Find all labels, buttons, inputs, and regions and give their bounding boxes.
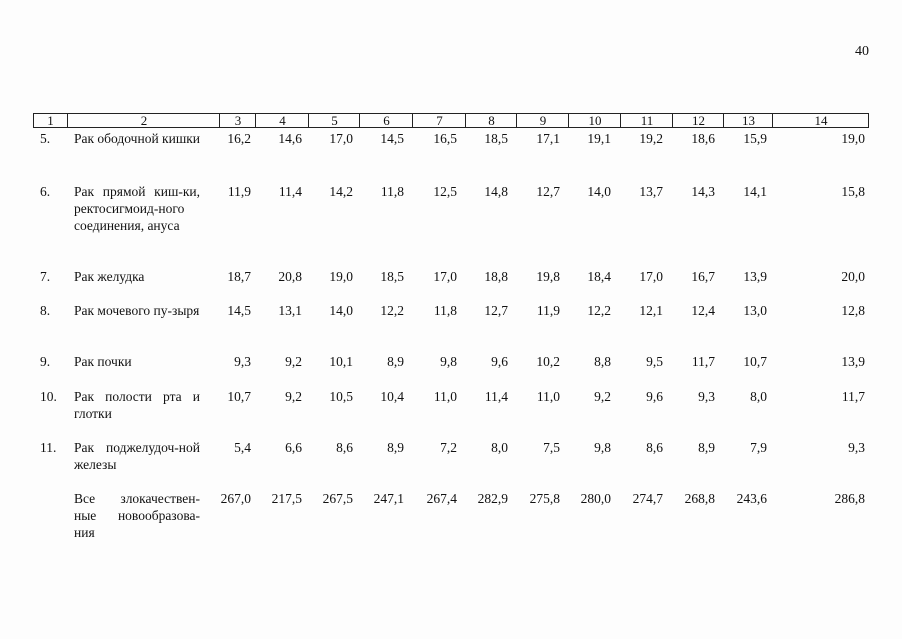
value-cell: 7,5 <box>543 440 560 455</box>
value-cell: 16,7 <box>691 269 715 284</box>
value-cell: 13,7 <box>639 184 663 199</box>
value-cell: 9,2 <box>285 389 302 404</box>
value-cell: 13,0 <box>743 303 767 318</box>
value-cell: 8,9 <box>698 440 715 455</box>
value-cell: 9,6 <box>646 389 663 404</box>
value-cell: 14,2 <box>329 184 353 199</box>
value-cell: 18,6 <box>691 131 715 146</box>
value-cell: 9,3 <box>698 389 715 404</box>
value-cell: 7,9 <box>750 440 767 455</box>
row-number: 9. <box>40 354 51 369</box>
value-cell: 14,0 <box>587 184 611 199</box>
value-cell: 14,1 <box>743 184 767 199</box>
value-cell: 8,0 <box>491 440 508 455</box>
value-cell: 8,6 <box>336 440 353 455</box>
header-cell: 12 <box>672 114 724 127</box>
value-cell: 12,1 <box>639 303 663 318</box>
page-number: 40 <box>855 44 869 59</box>
value-cell: 13,9 <box>841 354 865 369</box>
value-cell: 280,0 <box>580 491 611 506</box>
header-cell: 6 <box>359 114 413 127</box>
value-cell: 9,3 <box>848 440 865 455</box>
value-cell: 17,0 <box>639 269 663 284</box>
header-cell: 8 <box>465 114 517 127</box>
value-cell: 20,0 <box>841 269 865 284</box>
value-cell: 9,3 <box>234 354 251 369</box>
value-cell: 16,2 <box>227 131 251 146</box>
value-cell: 17,0 <box>433 269 457 284</box>
value-cell: 12,2 <box>380 303 404 318</box>
value-cell: 19,1 <box>587 131 611 146</box>
value-cell: 18,5 <box>484 131 508 146</box>
value-cell: 6,6 <box>285 440 302 455</box>
value-cell: 13,9 <box>743 269 767 284</box>
value-cell: 11,9 <box>227 184 251 199</box>
value-cell: 20,8 <box>278 269 302 284</box>
value-cell: 274,7 <box>632 491 663 506</box>
row-number: 5. <box>40 131 51 146</box>
value-cell: 243,6 <box>736 491 767 506</box>
row-name: Рак полости рта и глотки <box>74 389 200 421</box>
header-cell: 13 <box>723 114 773 127</box>
value-cell: 9,5 <box>646 354 663 369</box>
value-cell: 18,8 <box>484 269 508 284</box>
value-cell: 282,9 <box>477 491 508 506</box>
value-cell: 12,7 <box>536 184 560 199</box>
value-cell: 15,9 <box>743 131 767 146</box>
value-cell: 275,8 <box>529 491 560 506</box>
value-cell: 14,0 <box>329 303 353 318</box>
value-cell: 10,7 <box>227 389 251 404</box>
header-cell: 14 <box>772 114 869 127</box>
value-cell: 9,2 <box>594 389 611 404</box>
value-cell: 18,7 <box>227 269 251 284</box>
value-cell: 15,8 <box>841 184 865 199</box>
row-name: Рак поджелудоч-ной железы <box>74 440 200 472</box>
value-cell: 7,2 <box>440 440 457 455</box>
value-cell: 10,7 <box>743 354 767 369</box>
value-cell: 286,8 <box>834 491 865 506</box>
header-cell: 1 <box>47 113 54 128</box>
value-cell: 18,4 <box>587 269 611 284</box>
row-name: Рак ободочной кишки <box>74 131 201 146</box>
value-cell: 8,8 <box>594 354 611 369</box>
header-cell: 10 <box>568 114 621 127</box>
value-cell: 14,5 <box>380 131 404 146</box>
value-cell: 11,9 <box>536 303 560 318</box>
value-cell: 11,8 <box>433 303 457 318</box>
value-cell: 8,0 <box>750 389 767 404</box>
value-cell: 11,8 <box>380 184 404 199</box>
header-cell: 5 <box>308 114 360 127</box>
value-cell: 8,9 <box>387 440 404 455</box>
value-cell: 8,9 <box>387 354 404 369</box>
row-name: Рак прямой киш-ки, ректосигмоид-ного соединения, ануса <box>74 184 200 233</box>
value-cell: 12,7 <box>484 303 508 318</box>
value-cell: 11,7 <box>691 354 715 369</box>
value-cell: 14,6 <box>278 131 302 146</box>
value-cell: 14,3 <box>691 184 715 199</box>
row-number: 6. <box>40 184 51 199</box>
value-cell: 14,8 <box>484 184 508 199</box>
value-cell: 13,1 <box>278 303 302 318</box>
value-cell: 268,8 <box>684 491 715 506</box>
value-cell: 19,2 <box>639 131 663 146</box>
value-cell: 11,7 <box>841 389 865 404</box>
value-cell: 9,6 <box>491 354 508 369</box>
row-number: 8. <box>40 303 51 318</box>
value-cell: 17,1 <box>536 131 560 146</box>
value-cell: 9,2 <box>285 354 302 369</box>
value-cell: 16,5 <box>433 131 457 146</box>
value-cell: 217,5 <box>271 491 302 506</box>
value-cell: 10,4 <box>380 389 404 404</box>
value-cell: 267,5 <box>322 491 353 506</box>
value-cell: 10,5 <box>329 389 353 404</box>
value-cell: 11,4 <box>278 184 302 199</box>
value-cell: 267,0 <box>220 491 251 506</box>
value-cell: 12,5 <box>433 184 457 199</box>
header-cell: 3 <box>219 114 256 127</box>
table-header <box>33 113 869 128</box>
value-cell: 12,4 <box>691 303 715 318</box>
row-number: 11. <box>40 440 57 455</box>
row-name: Рак почки <box>74 354 132 369</box>
value-cell: 5,4 <box>234 440 251 455</box>
value-cell: 19,0 <box>329 269 353 284</box>
row-number: 7. <box>40 269 51 284</box>
value-cell: 11,0 <box>433 389 457 404</box>
value-cell: 8,6 <box>646 440 663 455</box>
value-cell: 9,8 <box>594 440 611 455</box>
value-cell: 19,0 <box>841 131 865 146</box>
value-cell: 247,1 <box>373 491 404 506</box>
header-cell: 4 <box>255 114 309 127</box>
value-cell: 10,2 <box>536 354 560 369</box>
value-cell: 11,4 <box>484 389 508 404</box>
row-name: Рак желудка <box>74 269 145 284</box>
value-cell: 17,0 <box>329 131 353 146</box>
row-name: Все злокачествен-ные новообразова-ния <box>74 491 200 540</box>
value-cell: 12,2 <box>587 303 611 318</box>
header-cell: 7 <box>412 114 466 127</box>
value-cell: 10,1 <box>329 354 353 369</box>
value-cell: 267,4 <box>426 491 457 506</box>
header-cell: 9 <box>516 114 569 127</box>
value-cell: 18,5 <box>380 269 404 284</box>
row-name: Рак мочевого пу-зыря <box>74 303 200 318</box>
value-cell: 14,5 <box>227 303 251 318</box>
value-cell: 9,8 <box>440 354 457 369</box>
value-cell: 11,0 <box>536 389 560 404</box>
row-number: 10. <box>40 389 57 404</box>
value-cell: 12,8 <box>841 303 865 318</box>
value-cell: 19,8 <box>536 269 560 284</box>
header-cell: 2 <box>67 114 220 127</box>
header-cell: 11 <box>620 114 673 127</box>
